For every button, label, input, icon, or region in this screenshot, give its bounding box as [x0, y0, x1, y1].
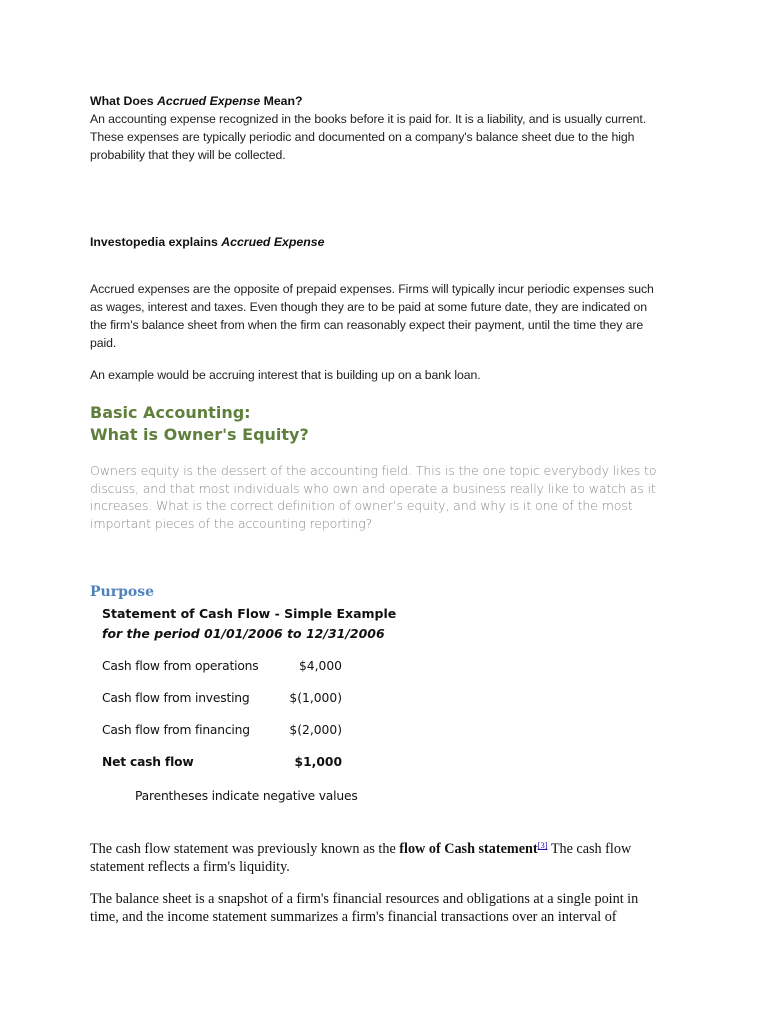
heading-emphasis: Accrued Expense — [221, 235, 325, 249]
text-line: as wages, interest and taxes. Even though they are to be paid at some future date, they are indicated on — [90, 300, 647, 314]
section-heading — [90, 402, 690, 446]
table-row-value: $4,000 — [298, 659, 342, 673]
heading-text: Investopedia explains — [90, 235, 222, 249]
section-heading — [90, 233, 690, 251]
text-line: An example would be accruing interest that is building up on a bank loan. — [90, 368, 481, 382]
text-line: Accrued expenses are the opposite of prepaid expenses. Firms will typically incur periodic expenses such — [90, 282, 654, 296]
heading-line: What is Owner's Equity? — [90, 425, 309, 444]
heading-text: What Does — [90, 94, 157, 108]
table-note: Parentheses indicate negative values — [135, 789, 358, 803]
balance-sheet-paragraph — [90, 890, 710, 926]
text-line: These expenses are typically periodic and documented on a company's balance sheet due to the high — [90, 130, 635, 144]
table-row-value: $(1,000) — [289, 691, 342, 705]
text-line: paid. — [90, 336, 117, 350]
citation-link[interactable]: [3] — [537, 840, 548, 850]
text-run: The cash flow statement was previously known as the — [90, 841, 400, 857]
text-line: statement reflects a firm's liquidity. — [90, 859, 290, 875]
section-accrued-expense-definition — [90, 92, 690, 164]
heading-text: Mean? — [260, 94, 303, 108]
table-total-value: $1,000 — [294, 755, 342, 769]
text-line: time, and the income statement summarizes a firm's financial transactions over an interval of — [90, 909, 617, 925]
heading-line: Basic Accounting: — [90, 403, 251, 422]
text-line: the firm's balance sheet from when the firm can reasonably expect their payment, until the time they are — [90, 318, 644, 332]
section-heading — [90, 92, 690, 110]
purpose-heading: Purpose — [90, 584, 154, 600]
table-title: Statement of Cash Flow - Simple Example — [102, 606, 397, 621]
text-line: Owners equity is the dessert of the accounting field. This is the one topic everybody likes to — [90, 463, 657, 478]
definition-paragraph — [90, 110, 690, 164]
text-line: The balance sheet is a snapshot of a firm's financial resources and obligations at a single point in — [90, 891, 639, 907]
table-total-label: Net cash flow — [102, 755, 194, 769]
table-period: for the period 01/01/2006 to 12/31/2006 — [102, 626, 385, 641]
table-row-label: Cash flow from operations — [102, 659, 259, 673]
example-paragraph — [90, 366, 690, 384]
text-line: probability that they will be collected. — [90, 148, 286, 162]
section-investopedia-explains — [90, 233, 690, 251]
text-line — [90, 836, 710, 858]
text-line: important pieces of the accounting reporting? — [90, 515, 373, 531]
text-run: The cash flow — [547, 841, 632, 857]
explanation-paragraph — [90, 280, 690, 352]
table-row-value: $(2,000) — [289, 723, 342, 737]
text-line: increases. What is the correct definition of owner’s equity, and why is it one of the most — [90, 498, 633, 513]
text-line: An accounting expense recognized in the books before it is paid for. It is a liability, and is usually current. — [90, 112, 647, 126]
table-row-label: Cash flow from financing — [102, 723, 250, 737]
cash-flow-paragraph — [90, 836, 710, 876]
text-line: discuss, and that most individuals who own and operate a business really like to watch as it — [90, 480, 656, 496]
owners-equity-paragraph — [90, 462, 690, 532]
table-row-label: Cash flow from investing — [102, 691, 250, 705]
heading-emphasis: Accrued Expense — [156, 94, 261, 108]
bold-term: flow of Cash statement — [399, 841, 538, 857]
section-owners-equity — [90, 402, 690, 446]
